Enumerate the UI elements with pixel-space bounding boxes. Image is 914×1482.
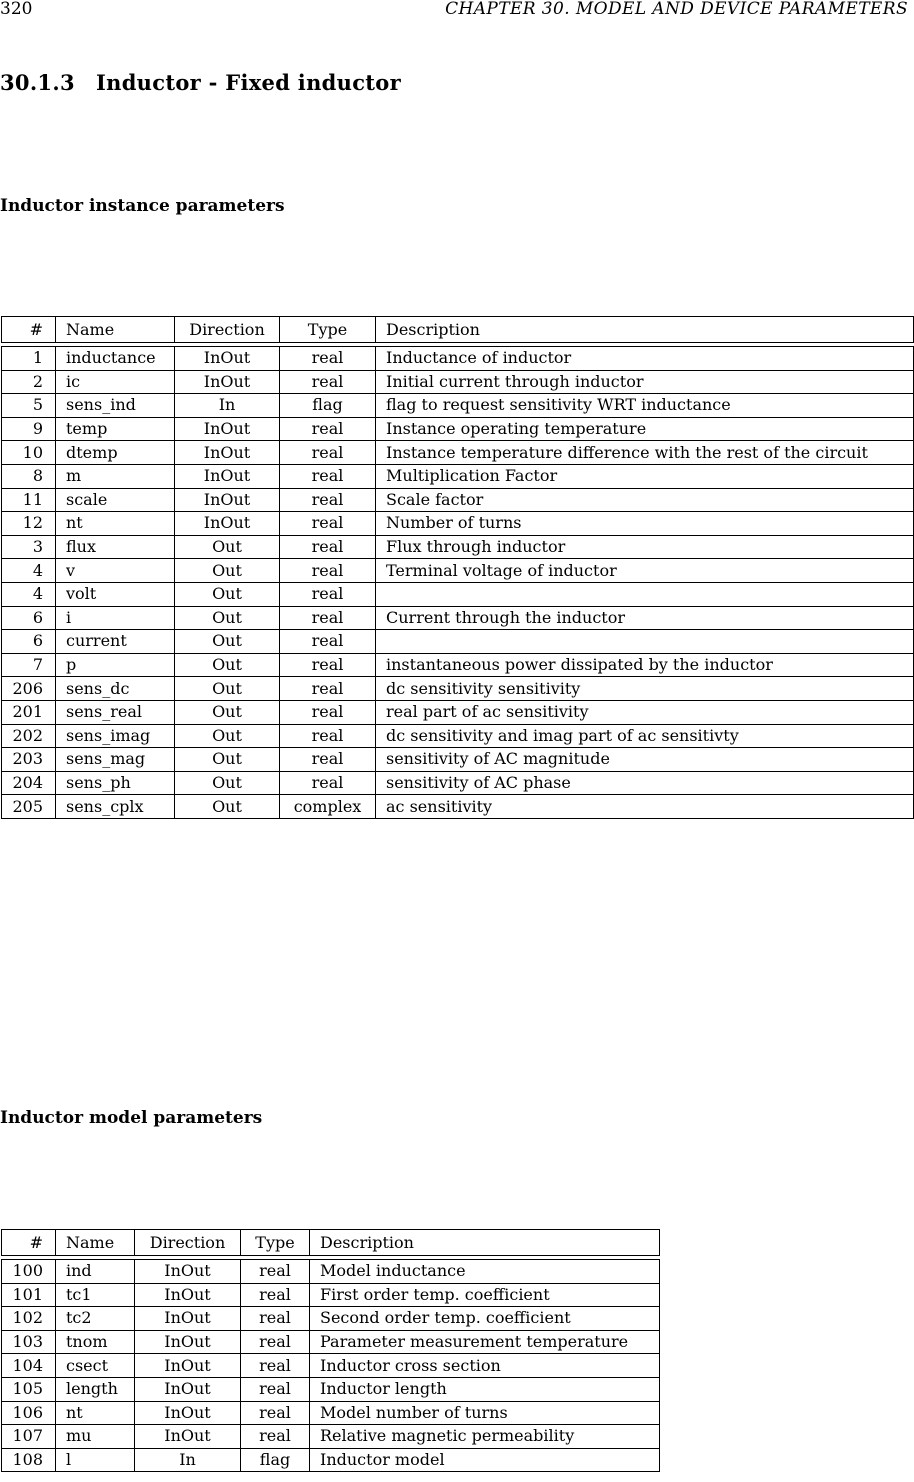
param-type: real [280, 677, 376, 701]
param-name: sens_imag [56, 724, 175, 748]
param-description: Relative magnetic permeability [310, 1425, 660, 1449]
column-header-description: Description [310, 1230, 660, 1256]
param-direction: InOut [175, 464, 280, 488]
param-name: sens_dc [56, 677, 175, 701]
param-name: m [56, 464, 175, 488]
param-description: Terminal voltage of inductor [376, 559, 914, 583]
param-number: 206 [2, 677, 56, 701]
param-number: 104 [2, 1354, 56, 1378]
param-type: real [280, 724, 376, 748]
param-direction: InOut [135, 1330, 241, 1354]
table-row [2, 1260, 660, 1284]
param-direction: Out [175, 606, 280, 630]
param-description: First order temp. coefficient [310, 1283, 660, 1307]
param-name: nt [56, 512, 175, 536]
param-name: tnom [56, 1330, 135, 1354]
param-name: sens_cplx [56, 795, 175, 819]
param-direction: InOut [175, 417, 280, 441]
param-type: real [280, 582, 376, 606]
param-name: sens_ind [56, 394, 175, 418]
param-number: 106 [2, 1401, 56, 1425]
section-heading [0, 71, 401, 95]
param-description: Current through the inductor [376, 606, 914, 630]
param-name: sens_mag [56, 748, 175, 772]
param-description: dc sensitivity sensitivity [376, 677, 914, 701]
param-type: real [241, 1377, 310, 1401]
param-name: current [56, 630, 175, 654]
param-description: flag to request sensitivity WRT inductance [376, 394, 914, 418]
table-row [2, 559, 914, 583]
column-header-number: # [2, 317, 56, 343]
param-name: ic [56, 370, 175, 394]
param-number: 9 [2, 417, 56, 441]
param-type: real [280, 559, 376, 583]
param-description: Model number of turns [310, 1401, 660, 1425]
param-type: real [280, 653, 376, 677]
table-row [2, 700, 914, 724]
param-direction: Out [175, 653, 280, 677]
param-direction: InOut [175, 370, 280, 394]
param-type: real [241, 1307, 310, 1331]
running-header [0, 0, 914, 22]
table-row [2, 1283, 660, 1307]
param-description: Initial current through inductor [376, 370, 914, 394]
param-number: 5 [2, 394, 56, 418]
section-title: Inductor - Fixed inductor [96, 70, 401, 95]
param-number: 204 [2, 771, 56, 795]
param-description [376, 582, 914, 606]
param-type: complex [280, 795, 376, 819]
param-description: dc sensitivity and imag part of ac sensitivty [376, 724, 914, 748]
param-number: 4 [2, 559, 56, 583]
param-number: 100 [2, 1260, 56, 1284]
param-name: ind [56, 1260, 135, 1284]
param-direction: Out [175, 748, 280, 772]
page-number: 320 [0, 0, 33, 19]
param-description: Number of turns [376, 512, 914, 536]
param-direction: InOut [175, 441, 280, 465]
param-type: real [280, 370, 376, 394]
param-direction: InOut [135, 1425, 241, 1449]
table-row [2, 677, 914, 701]
param-description: Second order temp. coefficient [310, 1307, 660, 1331]
instance-params-heading: Inductor instance parameters [0, 196, 285, 216]
param-type: real [280, 748, 376, 772]
param-number: 3 [2, 535, 56, 559]
table-header-row [2, 1230, 660, 1256]
param-number: 201 [2, 700, 56, 724]
param-direction: InOut [135, 1401, 241, 1425]
param-description: Instance temperature difference with the rest of the circuit [376, 441, 914, 465]
param-number: 108 [2, 1448, 56, 1472]
column-header-direction: Direction [135, 1230, 241, 1256]
param-description: real part of ac sensitivity [376, 700, 914, 724]
table-row [2, 417, 914, 441]
param-type: real [280, 700, 376, 724]
param-number: 103 [2, 1330, 56, 1354]
param-direction: InOut [135, 1260, 241, 1284]
param-description: Scale factor [376, 488, 914, 512]
param-name: sens_real [56, 700, 175, 724]
param-name: v [56, 559, 175, 583]
param-number: 6 [2, 630, 56, 654]
param-description: sensitivity of AC phase [376, 771, 914, 795]
param-number: 4 [2, 582, 56, 606]
param-name: l [56, 1448, 135, 1472]
param-name: tc1 [56, 1283, 135, 1307]
instance-params-table [1, 316, 914, 819]
chapter-title: CHAPTER 30. MODEL AND DEVICE PARAMETERS [445, 0, 908, 19]
param-name: csect [56, 1354, 135, 1378]
param-name: p [56, 653, 175, 677]
param-type: real [280, 606, 376, 630]
param-description: instantaneous power dissipated by the inductor [376, 653, 914, 677]
section-number: 30.1.3 [0, 70, 75, 95]
param-direction: InOut [135, 1283, 241, 1307]
table-row [2, 535, 914, 559]
param-type: real [280, 464, 376, 488]
param-description: Inductance of inductor [376, 347, 914, 371]
param-description: Inductor model [310, 1448, 660, 1472]
param-number: 102 [2, 1307, 56, 1331]
table-row [2, 795, 914, 819]
table-row [2, 606, 914, 630]
param-number: 6 [2, 606, 56, 630]
table-row [2, 394, 914, 418]
param-description [376, 630, 914, 654]
param-direction: InOut [135, 1307, 241, 1331]
param-type: real [280, 417, 376, 441]
param-name: inductance [56, 347, 175, 371]
table-row [2, 1448, 660, 1472]
param-type: real [241, 1401, 310, 1425]
param-number: 8 [2, 464, 56, 488]
param-name: temp [56, 417, 175, 441]
param-number: 101 [2, 1283, 56, 1307]
table-row [2, 748, 914, 772]
table-row [2, 630, 914, 654]
table-row [2, 582, 914, 606]
param-direction: Out [175, 724, 280, 748]
param-name: i [56, 606, 175, 630]
column-header-type: Type [280, 317, 376, 343]
param-description: Parameter measurement temperature [310, 1330, 660, 1354]
table-row [2, 1307, 660, 1331]
param-type: real [280, 535, 376, 559]
param-description: Inductor cross section [310, 1354, 660, 1378]
column-header-direction: Direction [175, 317, 280, 343]
param-type: flag [241, 1448, 310, 1472]
param-description: Model inductance [310, 1260, 660, 1284]
param-description: Inductor length [310, 1377, 660, 1401]
param-number: 203 [2, 748, 56, 772]
param-direction: InOut [175, 347, 280, 371]
param-description: ac sensitivity [376, 795, 914, 819]
table-row [2, 1401, 660, 1425]
param-direction: Out [175, 630, 280, 654]
param-number: 7 [2, 653, 56, 677]
table-row [2, 488, 914, 512]
param-type: real [280, 488, 376, 512]
param-type: real [241, 1260, 310, 1284]
param-type: flag [280, 394, 376, 418]
column-header-description: Description [376, 317, 914, 343]
param-description: Flux through inductor [376, 535, 914, 559]
table-header-row [2, 317, 914, 343]
table-row [2, 724, 914, 748]
param-number: 10 [2, 441, 56, 465]
param-description: Multiplication Factor [376, 464, 914, 488]
param-type: real [241, 1354, 310, 1378]
param-number: 1 [2, 347, 56, 371]
param-direction: InOut [135, 1354, 241, 1378]
param-direction: Out [175, 700, 280, 724]
param-type: real [280, 771, 376, 795]
param-name: length [56, 1377, 135, 1401]
table-row [2, 1354, 660, 1378]
table-row [2, 653, 914, 677]
param-type: real [241, 1330, 310, 1354]
param-number: 12 [2, 512, 56, 536]
param-name: dtemp [56, 441, 175, 465]
param-type: real [241, 1283, 310, 1307]
param-direction: Out [175, 771, 280, 795]
param-type: real [280, 512, 376, 536]
table-row [2, 441, 914, 465]
param-name: mu [56, 1425, 135, 1449]
model-params-table [1, 1229, 660, 1472]
table-row [2, 1330, 660, 1354]
param-name: tc2 [56, 1307, 135, 1331]
column-header-type: Type [241, 1230, 310, 1256]
column-header-name: Name [56, 1230, 135, 1256]
param-number: 205 [2, 795, 56, 819]
param-number: 11 [2, 488, 56, 512]
param-direction: Out [175, 559, 280, 583]
param-direction: Out [175, 795, 280, 819]
param-name: scale [56, 488, 175, 512]
param-description: Instance operating temperature [376, 417, 914, 441]
column-header-name: Name [56, 317, 175, 343]
column-header-number: # [2, 1230, 56, 1256]
param-description: sensitivity of AC magnitude [376, 748, 914, 772]
param-type: real [241, 1425, 310, 1449]
param-name: sens_ph [56, 771, 175, 795]
param-name: flux [56, 535, 175, 559]
param-type: real [280, 630, 376, 654]
table-row [2, 1377, 660, 1401]
table-row [2, 370, 914, 394]
param-type: real [280, 347, 376, 371]
table-row [2, 464, 914, 488]
param-type: real [280, 441, 376, 465]
param-direction: Out [175, 582, 280, 606]
model-params-heading: Inductor model parameters [0, 1108, 263, 1128]
table-row [2, 347, 914, 371]
param-number: 2 [2, 370, 56, 394]
param-name: volt [56, 582, 175, 606]
param-direction: Out [175, 677, 280, 701]
param-direction: InOut [175, 512, 280, 536]
param-direction: In [135, 1448, 241, 1472]
param-direction: Out [175, 535, 280, 559]
param-direction: InOut [135, 1377, 241, 1401]
table-row [2, 512, 914, 536]
param-number: 202 [2, 724, 56, 748]
param-direction: InOut [175, 488, 280, 512]
param-direction: In [175, 394, 280, 418]
param-name: nt [56, 1401, 135, 1425]
param-number: 107 [2, 1425, 56, 1449]
param-number: 105 [2, 1377, 56, 1401]
table-row [2, 771, 914, 795]
table-row [2, 1425, 660, 1449]
